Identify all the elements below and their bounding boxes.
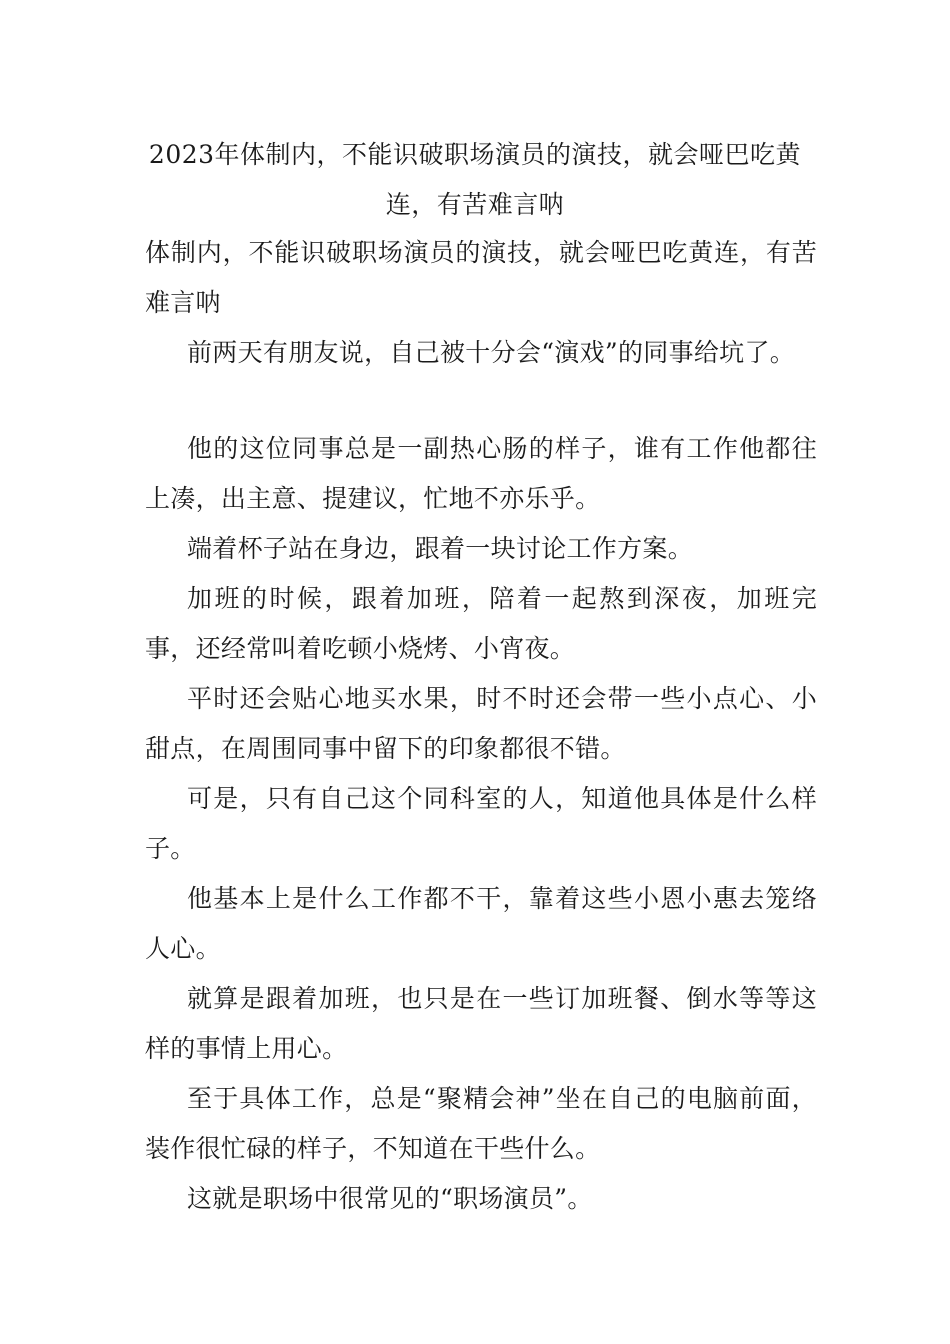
paragraph: 这就是职场中很常见的“职场演员”。 — [187, 1184, 593, 1213]
paragraph: 他的这位同事总是一副热心肠的样子，谁有工作他都往上凑，出主意、提建议，忙地不亦乐乎。 — [145, 434, 817, 513]
paragraph: 平时还会贴心地买水果，时不时还会带一些小点心、小甜点，在周围同事中留下的印象都很不错。 — [145, 684, 817, 763]
document-title: 2023年体制内，不能识破职场演员的演技，就会哑巴吃黄连，有苦难言呐 — [148, 140, 802, 219]
paragraph: 加班的时候，跟着加班，陪着一起熬到深夜，加班完事，还经常叫着吃顿小烧烤、小宵夜。 — [145, 584, 817, 663]
paragraph-spacer — [145, 378, 817, 424]
paragraph-subtitle: 体制内，不能识破职场演员的演技，就会哑巴吃黄连，有苦难言呐 — [145, 238, 817, 317]
document-body — [145, 228, 817, 1224]
paragraph: 就算是跟着加班，也只是在一些订加班餐、倒水等等这样的事情上用心。 — [145, 984, 817, 1063]
paragraph: 可是，只有自己这个同科室的人，知道他具体是什么样子。 — [145, 784, 817, 863]
paragraph: 前两天有朋友说，自己被十分会“演戏”的同事给坑了。 — [187, 338, 796, 367]
paragraph: 至于具体工作，总是“聚精会神”坐在自己的电脑前面，装作很忙碌的样子，不知道在干些什么。 — [145, 1084, 817, 1163]
paragraph: 端着杯子站在身边，跟着一块讨论工作方案。 — [187, 534, 694, 563]
paragraph: 他基本上是什么工作都不干，靠着这些小恩小惠去笼络人心。 — [145, 884, 817, 963]
